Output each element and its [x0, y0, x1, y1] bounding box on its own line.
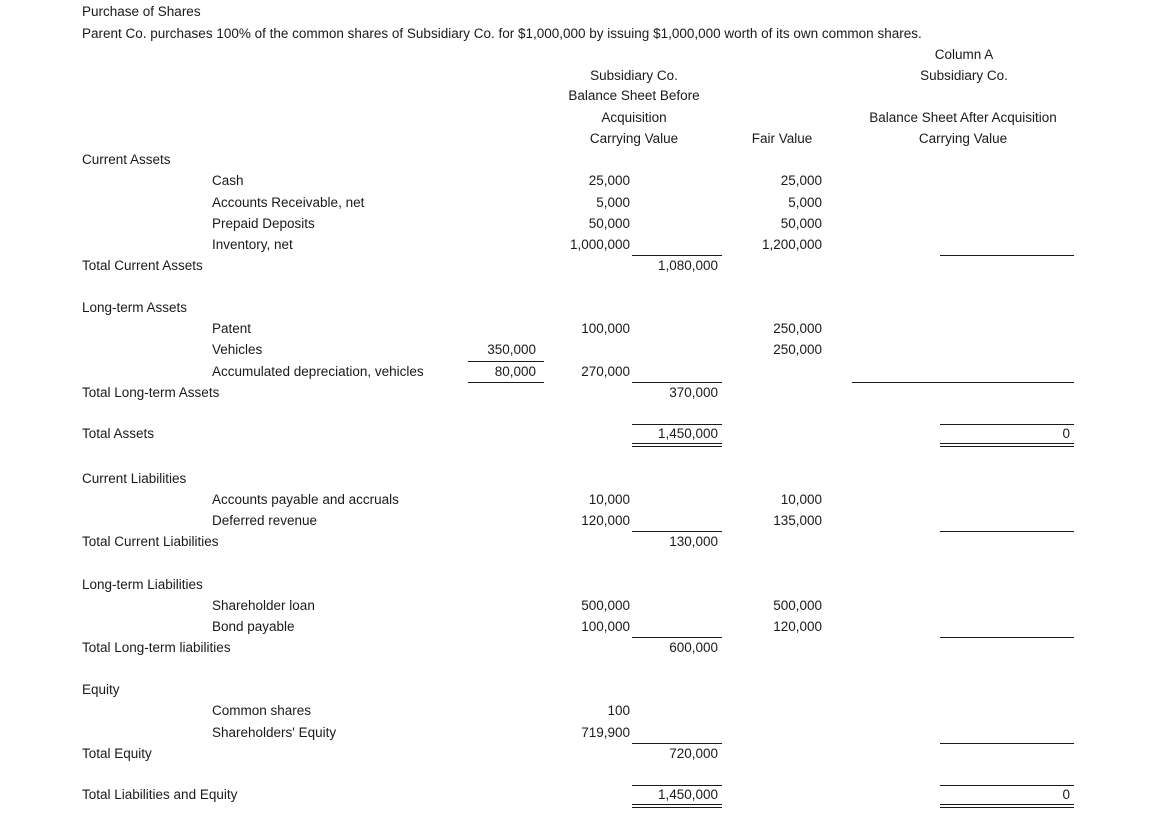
line-item-label: Shareholder loan — [212, 598, 315, 613]
after-carrying-value-header: Carrying Value — [918, 131, 1008, 146]
subtotal-rule — [468, 361, 544, 362]
carrying-value: 1,000,000 — [569, 237, 630, 252]
line-item-label: Deferred revenue — [212, 513, 318, 528]
answer-rule — [940, 424, 1074, 425]
subtotal-rule — [632, 785, 722, 786]
line-item-label: Accounts Receivable, net — [212, 195, 365, 210]
transaction-description: Parent Co. purchases 100% of the common shares of Subsidiary Co. for $1,000,000 by issuing $1,000,000 worth of its own common shares. — [82, 26, 922, 41]
subtotal-rule — [632, 382, 722, 383]
total-label: Total Equity — [82, 746, 152, 761]
carrying-value: 10,000 — [588, 492, 630, 507]
total-value: 130,000 — [669, 534, 718, 549]
fair-value: 250,000 — [773, 342, 822, 357]
column-a-subheader: Subsidiary Co. — [920, 68, 1008, 83]
subtotal-rule — [632, 531, 722, 532]
answer-rule — [940, 637, 1074, 638]
fair-value: 50,000 — [780, 216, 822, 231]
fair-value: 25,000 — [780, 173, 822, 188]
subtotal-rule — [632, 637, 722, 638]
carrying-value: 270,000 — [581, 364, 630, 379]
page-title: Purchase of Shares — [82, 4, 201, 19]
line-item-label: Prepaid Deposits — [212, 216, 315, 231]
double-underline — [632, 804, 722, 808]
carrying-value: 500,000 — [581, 598, 630, 613]
answer-rule — [852, 382, 1074, 383]
total-label: Total Long-term Assets — [82, 385, 220, 400]
answer-rule — [940, 785, 1074, 786]
fair-value-header: Fair Value — [751, 131, 813, 146]
subsidiary-header-3: Acquisition — [601, 110, 667, 125]
line-item-label: Shareholders' Equity — [212, 725, 337, 740]
section-label: Equity — [82, 682, 120, 697]
fair-value: 250,000 — [773, 321, 822, 336]
fair-value: 135,000 — [773, 513, 822, 528]
line-item-label: Cash — [212, 173, 244, 188]
total-value: 720,000 — [669, 746, 718, 761]
carrying-value: 100 — [607, 703, 630, 718]
line-item-label: Accounts payable and accruals — [212, 492, 399, 507]
carrying-value: 50,000 — [588, 216, 630, 231]
carrying-value: 5,000 — [596, 195, 630, 210]
subtotal-rule — [632, 743, 722, 744]
section-label: Current Assets — [82, 152, 171, 167]
accumulated-depreciation-value: 80,000 — [494, 364, 536, 379]
total-liabilities-equity-column-a: 0 — [1062, 787, 1070, 802]
total-value: 370,000 — [669, 385, 718, 400]
total-liabilities-equity-label: Total Liabilities and Equity — [82, 787, 238, 802]
carrying-value: 25,000 — [588, 173, 630, 188]
total-liabilities-equity-value: 1,450,000 — [657, 787, 718, 802]
line-item-label: Inventory, net — [212, 237, 293, 252]
total-value: 600,000 — [669, 640, 718, 655]
section-label: Long-term Liabilities — [82, 577, 203, 592]
total-assets-label: Total Assets — [82, 426, 155, 441]
double-underline — [940, 804, 1074, 808]
subsidiary-header-2: Balance Sheet Before — [568, 88, 700, 103]
total-label: Total Current Liabilities — [82, 534, 219, 549]
section-label: Long-term Assets — [82, 300, 188, 315]
double-underline — [632, 443, 722, 447]
line-item-label: Accumulated depreciation, vehicles — [212, 364, 424, 379]
line-item-label: Patent — [212, 321, 252, 336]
fair-value: 500,000 — [773, 598, 822, 613]
carrying-value: 120,000 — [581, 513, 630, 528]
carrying-value: 719,900 — [581, 725, 630, 740]
section-label: Current Liabilities — [82, 471, 187, 486]
answer-rule — [940, 531, 1074, 532]
double-underline — [940, 443, 1074, 447]
total-label: Total Current Assets — [82, 258, 203, 273]
fair-value: 10,000 — [780, 492, 822, 507]
carrying-value: 100,000 — [581, 321, 630, 336]
total-assets-column-a: 0 — [1062, 426, 1070, 441]
carrying-value-header: Carrying Value — [589, 131, 679, 146]
line-item-label: Vehicles — [212, 342, 263, 357]
answer-rule — [940, 743, 1074, 744]
fair-value: 120,000 — [773, 619, 822, 634]
after-acquisition-header: Balance Sheet After Acquisition — [869, 110, 1057, 125]
subtotal-rule — [468, 382, 544, 383]
subtotal-rule — [632, 255, 722, 256]
total-value: 1,080,000 — [657, 258, 718, 273]
answer-rule — [940, 255, 1074, 256]
total-label: Total Long-term liabilities — [82, 640, 231, 655]
fair-value: 5,000 — [788, 195, 822, 210]
carrying-value: 100,000 — [581, 619, 630, 634]
column-a-header: Column A — [934, 47, 994, 62]
subtotal-rule — [632, 424, 722, 425]
line-item-label: Common shares — [212, 703, 312, 718]
subsidiary-header: Subsidiary Co. — [590, 68, 678, 83]
fair-value: 1,200,000 — [761, 237, 822, 252]
gross-value: 350,000 — [487, 342, 536, 357]
total-assets-value: 1,450,000 — [657, 426, 718, 441]
line-item-label: Bond payable — [212, 619, 295, 634]
